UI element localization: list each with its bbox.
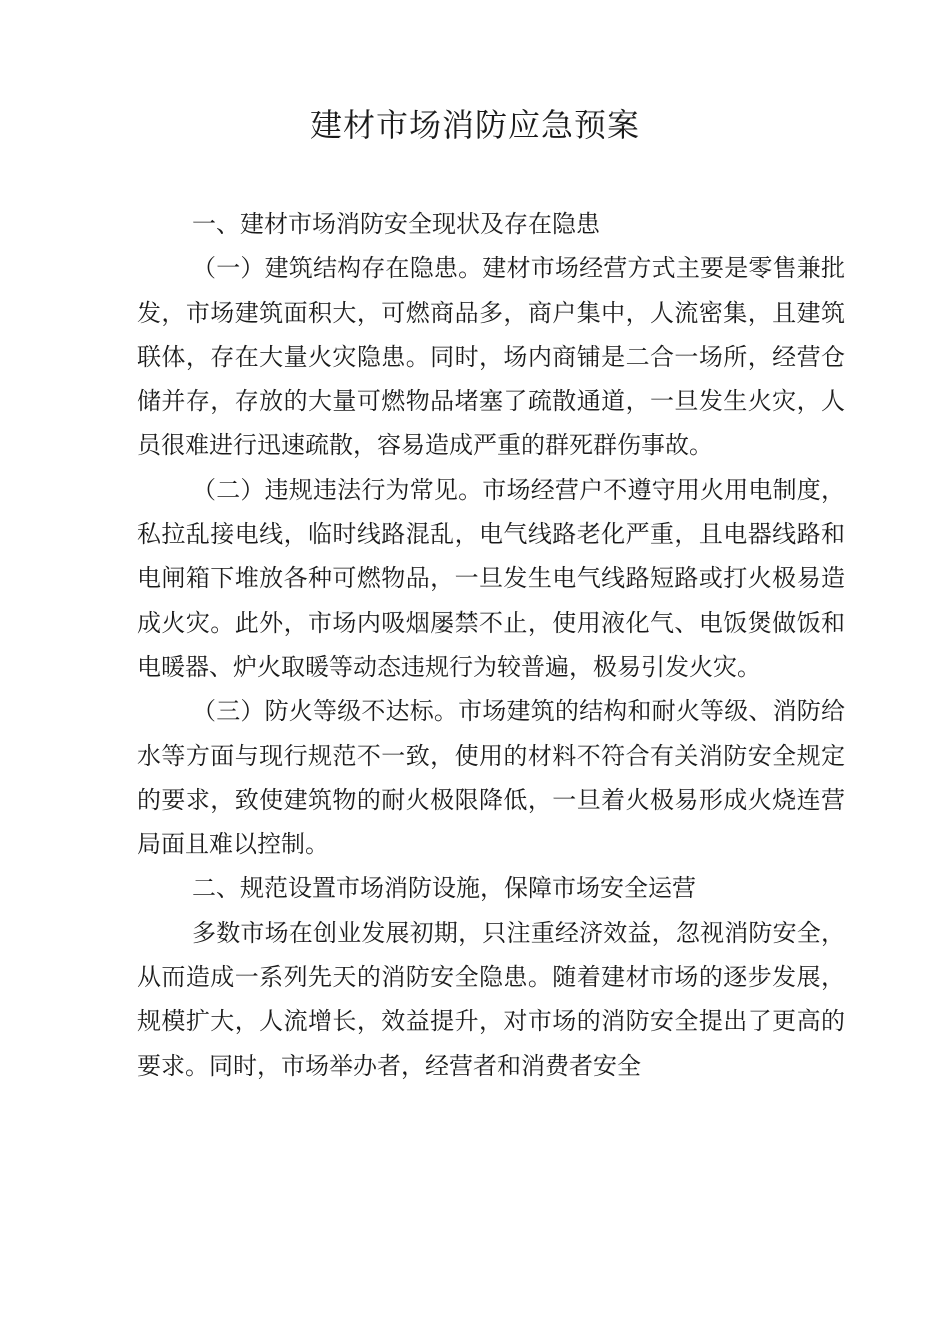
document-title: 建材市场消防应急预案 (309, 106, 640, 144)
paragraph-building-structure: （一）建筑结构存在隐患。建材市场经营方式主要是零售兼批发，市场建筑面积大，可燃商品多，商户集中，人流密集，且建筑联体，存在大量火灾隐患。同时，场内商铺是二合一场所，经营仓储并存，存放的大量可燃物品堵塞了疏散通道，一旦发生火灾，人员很难进行迅速疏散，容易造成严重的群死群伤事故。 (137, 254, 845, 460)
document-body (137, 202, 845, 1088)
paragraph-fire-rating: （三）防火等级不达标。市场建筑的结构和耐火等级、消防给水等方面与现行规范不一致，使用的材料不符合有关消防安全规定的要求，致使建筑物的耐火极限降低，一旦着火极易形成火烧连营局面且难以控制。 (137, 697, 845, 859)
section-heading-1: 一、建材市场消防安全现状及存在隐患 (192, 210, 600, 238)
section-heading-2: 二、规范设置市场消防设施，保障市场安全运营 (192, 874, 696, 903)
paragraph-violations: （二）违规违法行为常见。市场经营户不遵守用火用电制度，私拉乱接电线，临时线路混乱，电气线路老化严重，且电器线路和电闸箱下堆放各种可燃物品，一旦发生电气线路短路或打火极易造成火灾。此外，市场内吸烟屡禁不止，使用液化气、电饭煲做饭和电暖器、炉火取暖等动态违规行为较普遍，极易引发火灾。 (137, 475, 845, 681)
paragraph-market-development: 多数市场在创业发展初期，只注重经济效益，忽视消防安全，从而造成一系列先天的消防安全隐患。随着建材市场的逐步发展，规模扩大，人流增长，效益提升，对市场的消防安全提出了更高的要求。同时，市场举办者，经营者和消费者安全 (137, 918, 845, 1080)
